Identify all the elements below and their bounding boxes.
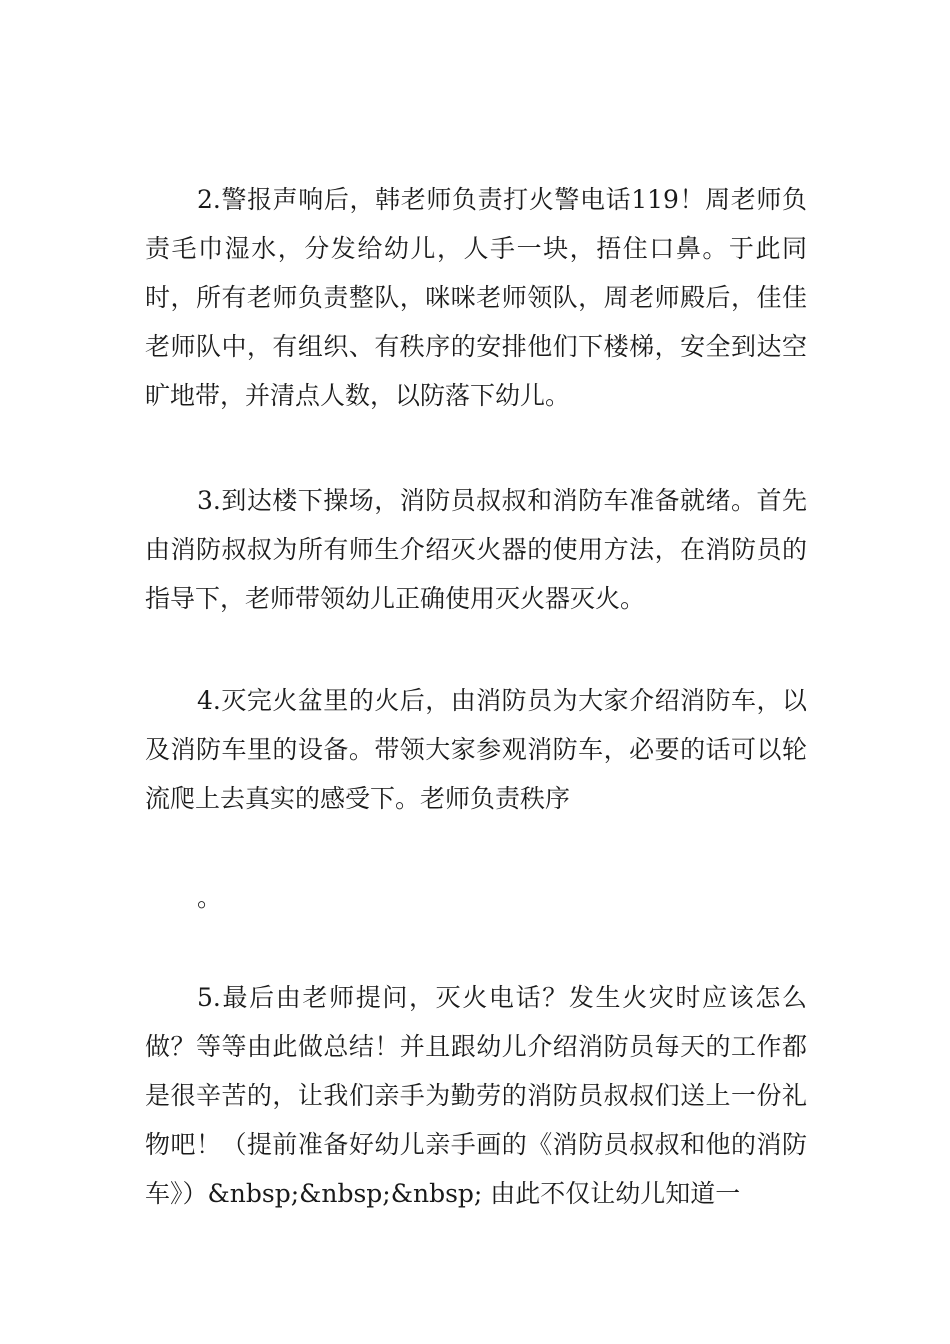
paragraph-period: 。 xyxy=(197,883,223,912)
paragraph-step-3: 3.到达楼下操场，消防员叔叔和消防车准备就绪。首先由消防叔叔为所有师生介绍灭火器的使用方法，在消防员的指导下，老师带领幼儿正确使用灭火器灭火。 xyxy=(145,486,807,613)
paragraph-step-4: 4.灭完火盆里的火后，由消防员为大家介绍消防车，以及消防车里的设备。带领大家参观消防车，必要的话可以轮流爬上去真实的感受下。老师负责秩序 xyxy=(145,686,807,813)
paragraph-step-2: 2.警报声响后，韩老师负责打火警电话119！周老师负责毛巾湿水，分发给幼儿，人手一块，捂住口鼻。于此同时，所有老师负责整队，咪咪老师领队，周老师殿后，佳佳老师队中，有组织、有秩序的安排他们下楼梯，安全到达空旷地带，并清点人数，以防落下幼儿。 xyxy=(145,185,807,410)
paragraph-step-5: 5.最后由老师提问，灭火电话？发生火灾时应该怎么做？等等由此做总结！并且跟幼儿介绍消防员每天的工作都是很辛苦的，让我们亲手为勤劳的消防员叔叔们送上一份礼物吧！（提前准备好幼儿亲手画的《消防员叔叔和他的消防车》）&nbsp;&nbsp;&nbsp; 由此不仅让幼儿知道一 xyxy=(145,983,807,1208)
